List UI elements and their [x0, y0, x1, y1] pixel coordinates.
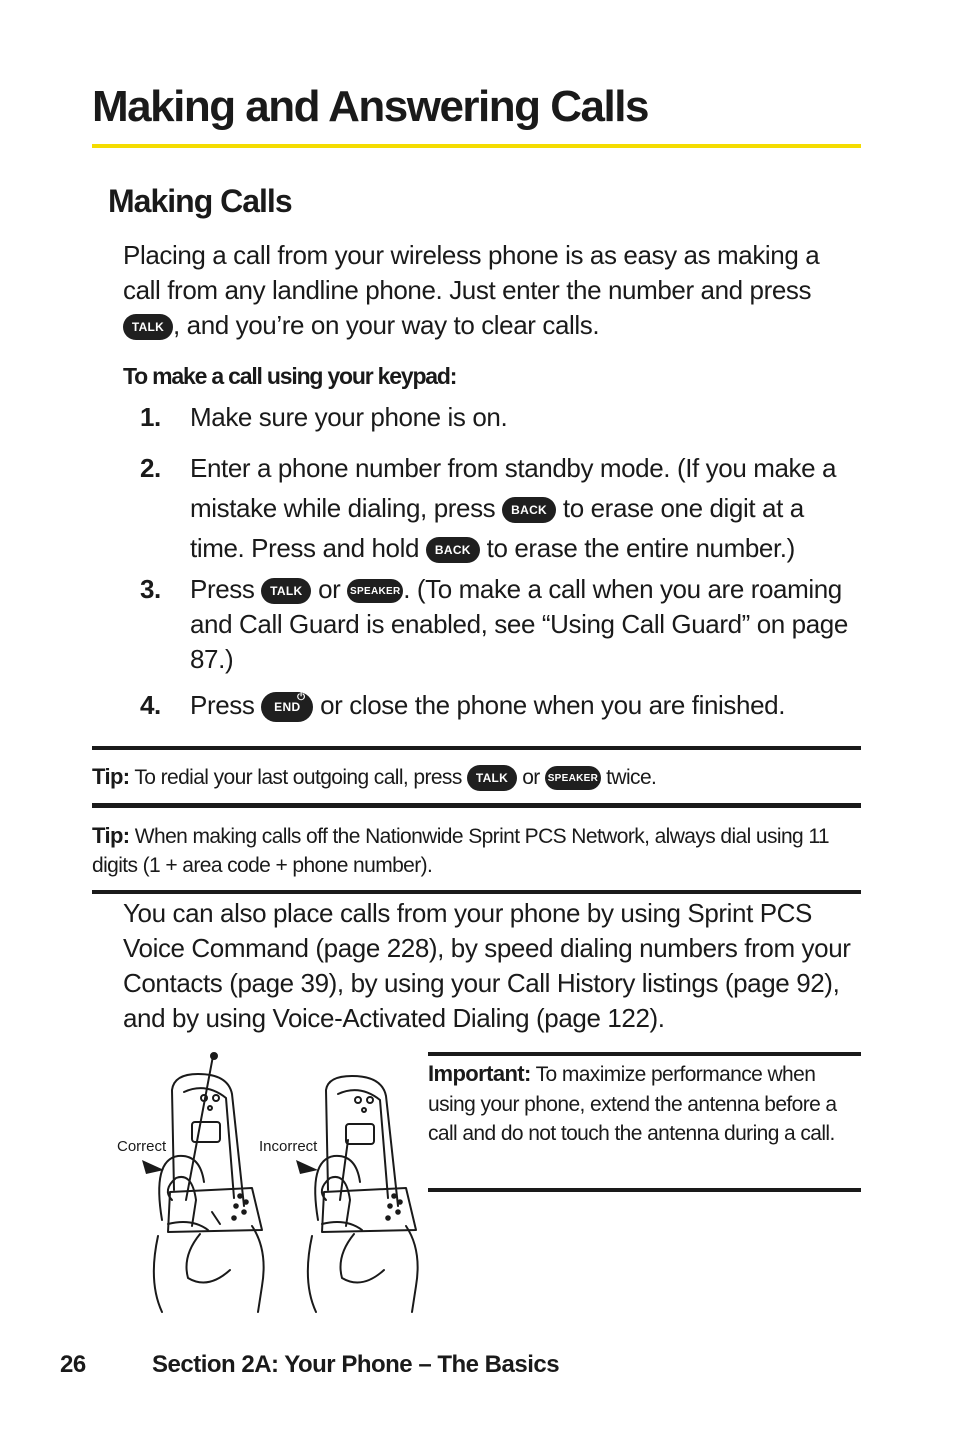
intro-text-before: Placing a call from your wireless phone is as easy as making a call from any landline phone. Just enter the number and press — [123, 240, 820, 305]
important-label: Important: — [428, 1061, 531, 1086]
step-text: or — [311, 574, 348, 604]
page-footer — [60, 1351, 559, 1379]
step-number: 1. — [140, 402, 161, 432]
step-1 — [140, 400, 860, 435]
step-2 — [140, 448, 860, 568]
talk-key-icon: TALK — [123, 314, 173, 340]
step-text: to erase one digit at a time. Press and hold — [190, 493, 804, 563]
intro-text-after: , and you’re on your way to clear calls. — [173, 310, 600, 340]
incorrect-label: Incorrect — [259, 1138, 318, 1155]
phone-correct-illustration — [154, 1053, 264, 1312]
step-3 — [140, 572, 860, 677]
intro-paragraph — [123, 238, 863, 343]
additional-calling-methods: You can also place calls from your phone by using Sprint PCS Voice Command (page 228), by speed dialing numbers from your Contacts (page 39), by using your Call History listings (page 92), and by using Voice-Activated Dialing (page 122). — [123, 898, 851, 1033]
step-text: Make sure your phone is on. — [190, 402, 508, 432]
footer-section-title: Section 2A: Your Phone – The Basics — [152, 1351, 560, 1378]
phone-incorrect-illustration — [308, 1076, 418, 1312]
step-4 — [140, 688, 860, 723]
step-number: 2. — [140, 453, 161, 483]
incorrect-pointer-arrow — [296, 1160, 318, 1174]
title-rule — [92, 144, 861, 148]
step-text: to erase the entire number.) — [479, 533, 795, 563]
procedure-heading: To make a call using your keypad: — [123, 363, 457, 389]
step-text: Press — [190, 690, 262, 720]
step-text: Press — [190, 574, 262, 604]
talk-key-icon: TALK — [261, 578, 311, 604]
tip-box-dialing — [92, 803, 861, 894]
step-number: 4. — [140, 690, 161, 720]
page-title: Making and Answering Calls — [92, 82, 648, 131]
important-note-box — [428, 1052, 861, 1192]
tip-body: twice. — [600, 766, 657, 789]
important-text — [428, 1056, 861, 1149]
tip-text — [92, 750, 861, 792]
correct-label: Correct — [117, 1138, 167, 1155]
step-text: Enter a phone number from standby mode. (If you make a mistake while dialing, press — [190, 453, 837, 523]
talk-key-icon: TALK — [467, 765, 517, 791]
step-text: or close the phone when you are finished. — [313, 690, 786, 720]
back-key-icon: BACK — [502, 497, 556, 523]
section-heading: Making Calls — [108, 183, 292, 219]
tip-body: or — [516, 766, 545, 789]
important-body: To maximize performance when using your phone, extend the antenna before a call and do not touch the antenna during a call. — [428, 1063, 837, 1145]
tip-box-redial — [92, 746, 861, 808]
end-key-label: END — [274, 699, 301, 714]
speaker-key-icon: SPEAKER — [545, 766, 601, 790]
speaker-key-icon: SPEAKER — [347, 579, 403, 603]
step-text: . (To make a call when you are roaming and Call Guard is enabled, see “Using Call Guard” on page 87.) — [190, 574, 848, 674]
antenna-illustration — [112, 1050, 428, 1316]
tip-body: When making calls off the Nationwide Sprint PCS Network, always dial using 11 digits (1 + area code + phone number). — [92, 825, 829, 877]
end-key-icon — [261, 692, 313, 722]
step-number: 3. — [140, 574, 161, 604]
tip-text — [92, 807, 861, 880]
power-icon: ⏻ — [297, 692, 306, 704]
tip-body: To redial your last outgoing call, press — [129, 766, 467, 789]
steps-list — [140, 400, 860, 723]
tip-label: Tip: — [92, 823, 130, 848]
tip-label: Tip: — [92, 764, 130, 789]
page-number: 26 — [60, 1351, 86, 1378]
back-key-icon: BACK — [426, 537, 480, 563]
